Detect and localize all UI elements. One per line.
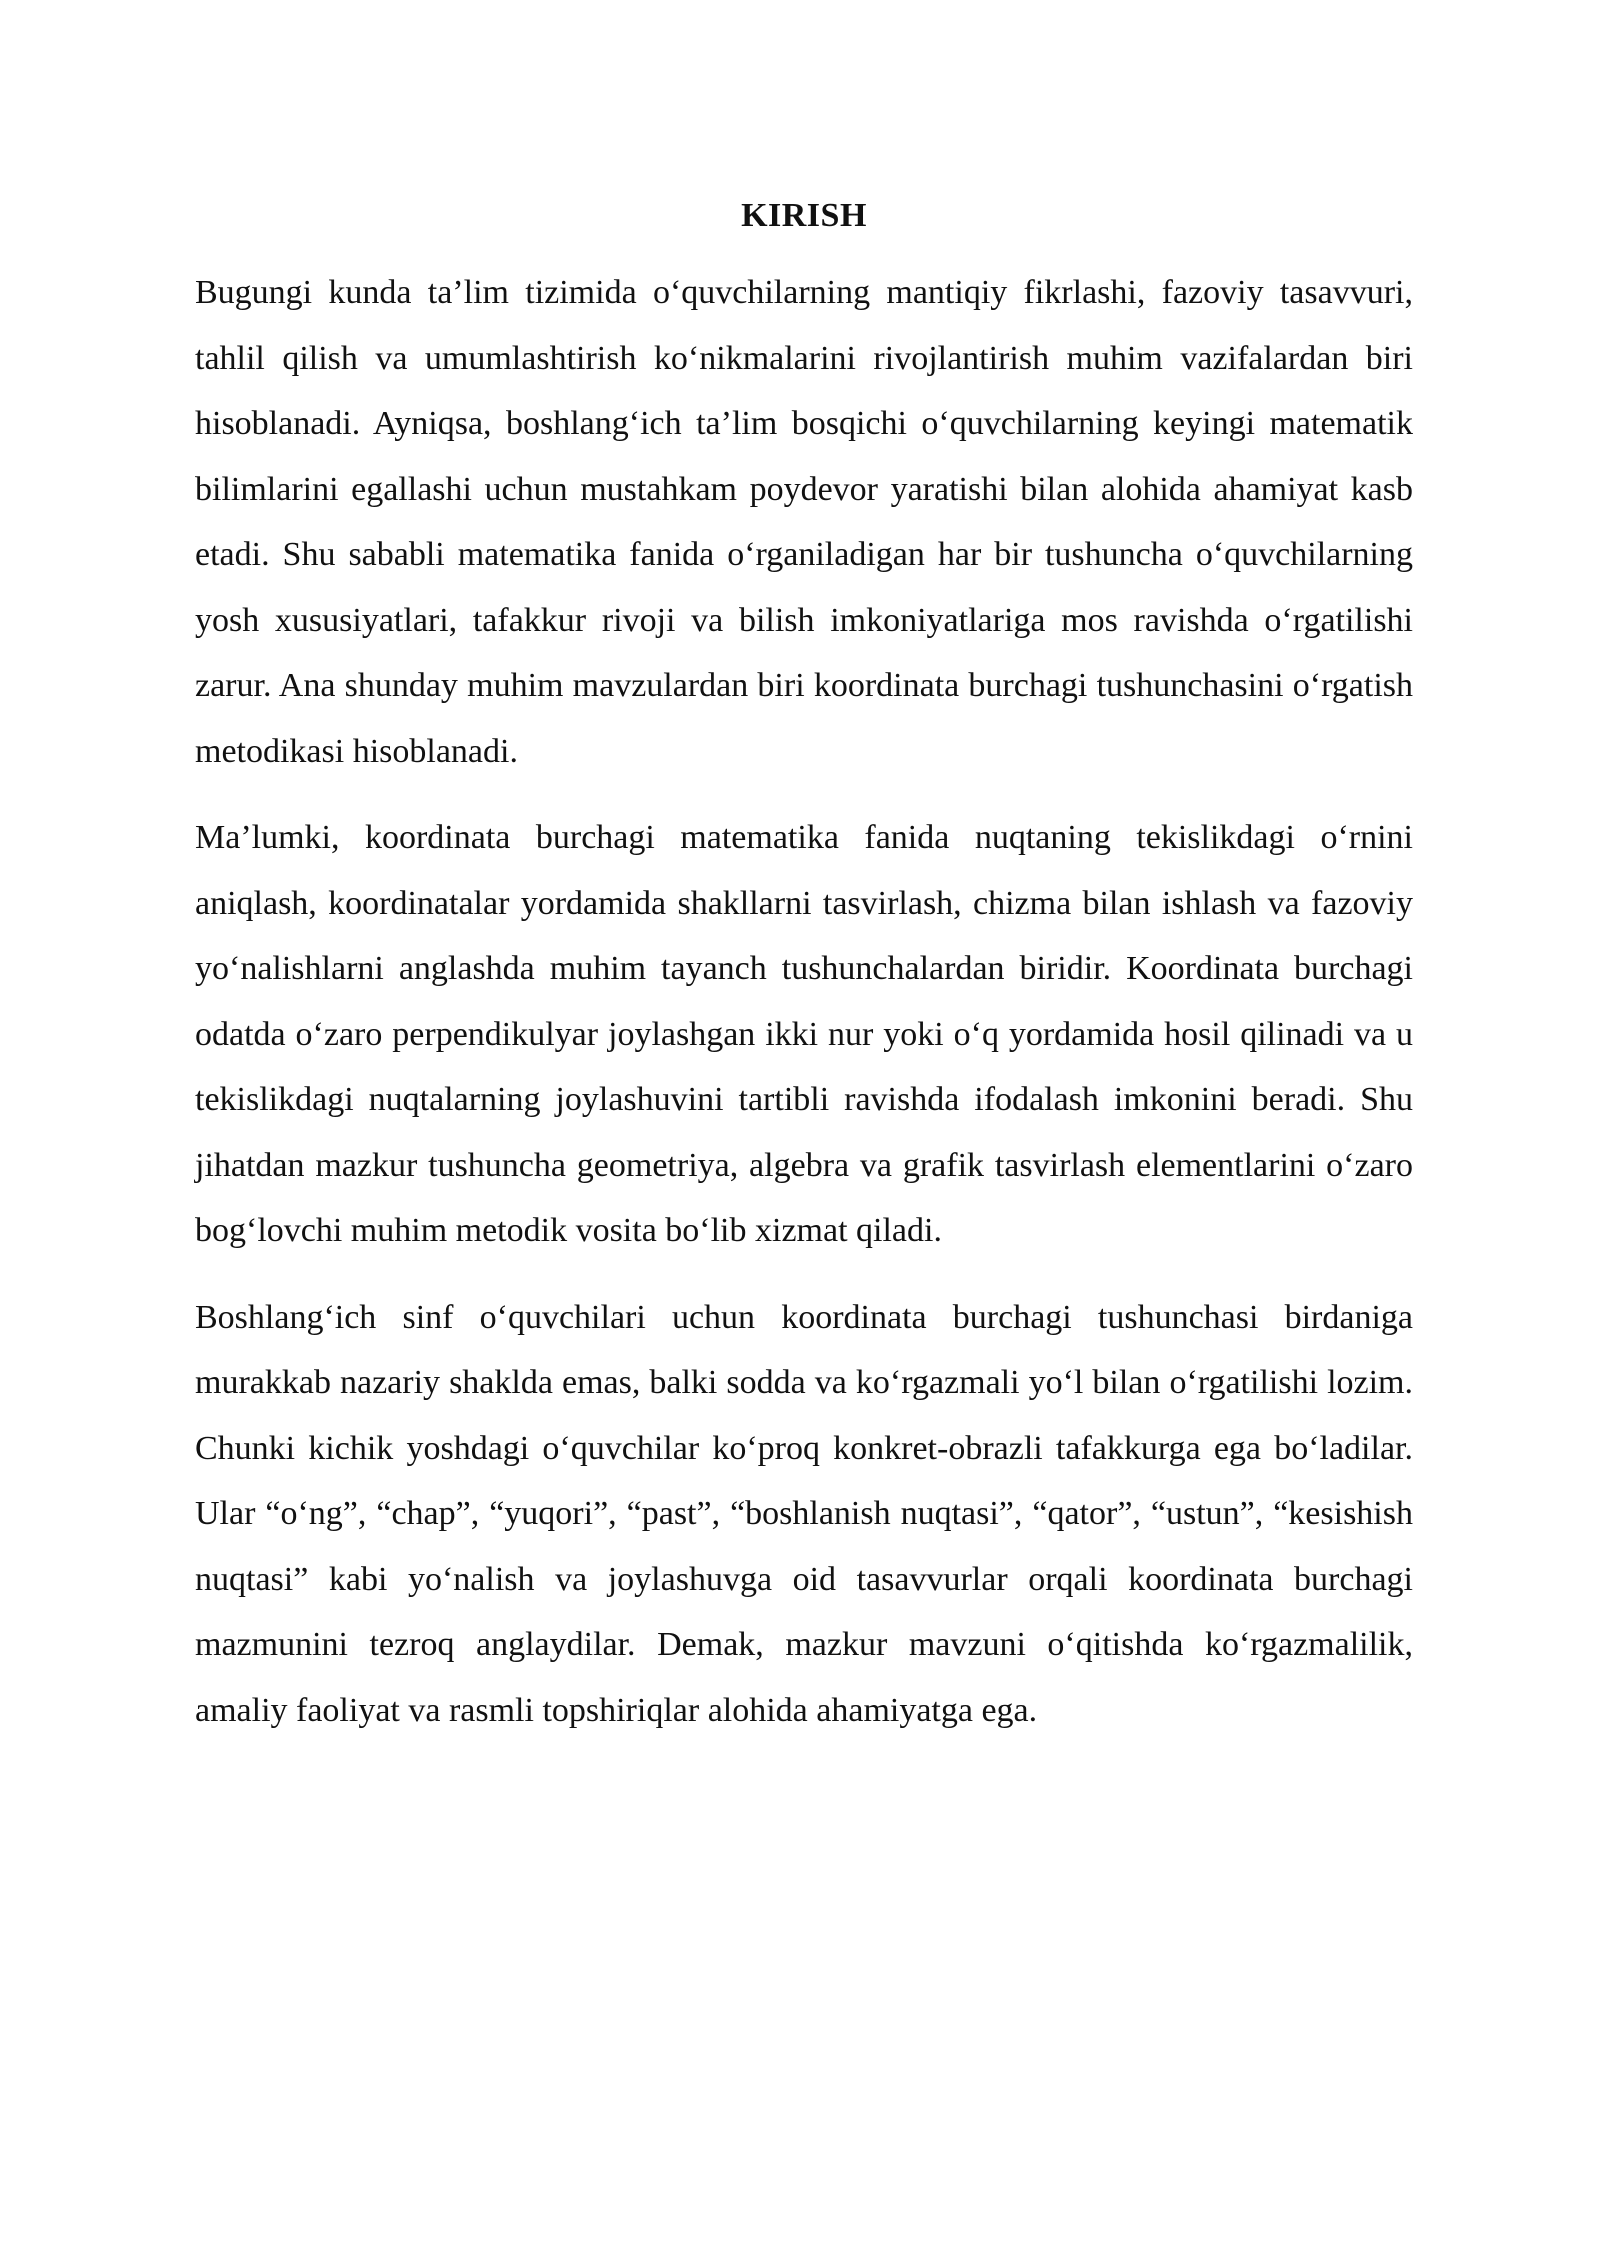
page-title: KIRISH <box>741 197 867 234</box>
paragraph-3: Boshlang‘ich sinf o‘quvchilari uchun koordinata burchagi tushunchasi birdaniga murakkab nazariy shaklda emas, balki sodda va ko‘rgazmali yo‘l bilan o‘rgatilishi lozim. Chunki kichik yoshdagi o‘quvchilar ko‘proq konkret-obrazli tafakkurga ega bo‘ladilar. Ular “o‘ng”, “chap”, “yuqori”, “past”, “boshlanish nuqtasi”, “qator”, “ustun”, “kesishish nuqtasi” kabi yo‘nalish va joylashuvga oid tasavvurlar orqali koordinata burchagi mazmunini tezroq anglaydilar. Demak, mazkur mavzuni o‘qitishda ko‘rgazmalilik, amaliy faoliyat va rasmli topshiriqlar alohida ahamiyatga ega. <box>195 1298 1413 1729</box>
document-body <box>195 190 1413 1764</box>
paragraph-2: Ma’lumki, koordinata burchagi matematika fanida nuqtaning tekislikdagi o‘rnini aniqlash, koordinatalar yordamida shakllarni tasvirlash, chizma bilan ishlash va fazoviy yo‘nalishlarni anglashda muhim tayanch tushunchalardan biridir. Koordinata burchagi odatda o‘zaro perpendikulyar joylashgan ikki nur yoki o‘q yordamida hosil qilinadi va u tekislikdagi nuqtalarning joylashuvini tartibli ravishda ifodalash imkonini beradi. Shu jihatdan mazkur tushuncha geometriya, algebra va grafik tasvirlash elementlarini o‘zaro bog‘lovchi muhim metodik vosita bo‘lib xizmat qiladi. <box>195 819 1413 1249</box>
paragraph-1: Bugungi kunda ta’lim tizimida o‘quvchilarning mantiqiy fikrlashi, fazoviy tasavvuri, tahlil qilish va umumlashtirish ko‘nikmalarini rivojlantirish muhim vazifalardan biri hisoblanadi. Ayniqsa, boshlang‘ich ta’lim bosqichi o‘quvchilarning keyingi matematik bilimlarini egallashi uchun mustahkam poydevor yaratishi bilan alohida ahamiyat kasb etadi. Shu sababli matematika fanida o‘rganiladigan har bir tushuncha o‘quvchilarning yosh xususiyatlari, tafakkur rivoji va bilish imkoniyatlariga mos ravishda o‘rgatilishi zarur. Ana shunday muhim mavzulardan biri koordinata burchagi tushunchasini o‘rgatish metodikasi hisoblanadi. <box>195 274 1413 770</box>
